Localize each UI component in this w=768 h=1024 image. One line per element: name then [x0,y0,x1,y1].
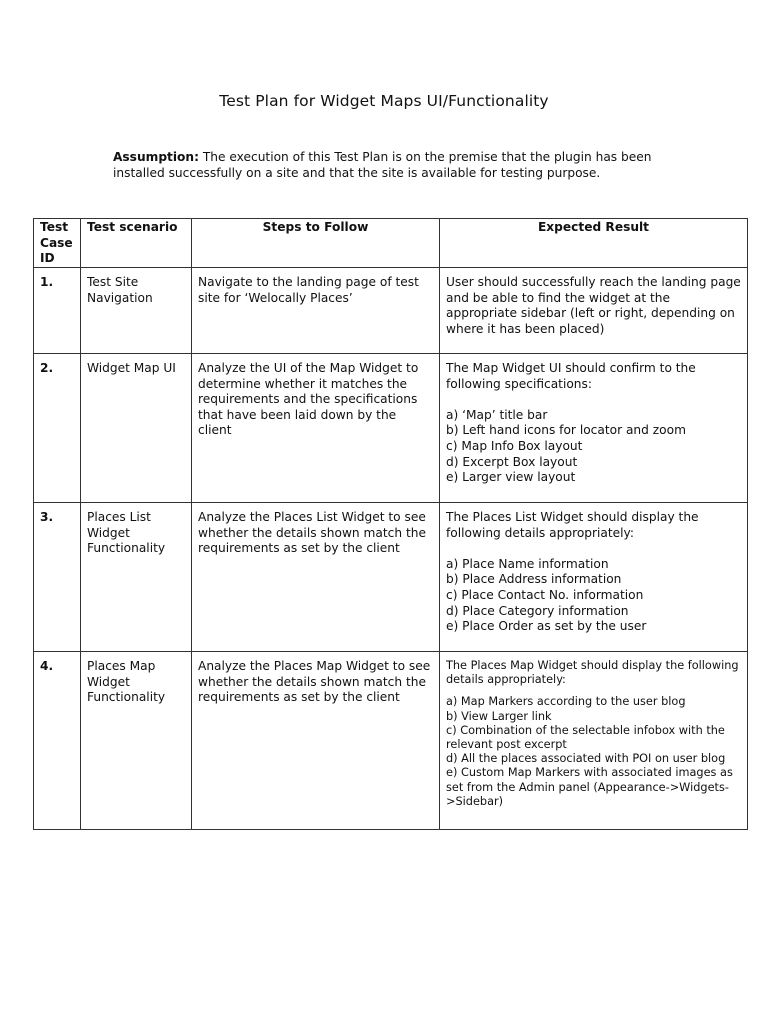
row-steps: Navigate to the landing page of test site for ‘Welocally Places’ [192,268,440,354]
row-expected [440,652,748,830]
table-row [34,652,748,830]
header-id-line: Case [40,235,73,250]
expected-intro: The Map Widget UI should confirm to the following specifications: [446,361,696,391]
expected-intro: The Places List Widget should display the following details appropriately: [446,510,699,540]
expected-item: c) Combination of the selectable infobox with the relevant post excerpt [446,723,725,752]
expected-intro: User should successfully reach the landing page and be able to find the widget at the appropriate sidebar (left or right, depending on where it has been placed) [446,275,741,336]
row-id: 1. [34,268,81,354]
row-scenario: Test Site Navigation [81,268,192,354]
row-steps: Analyze the UI of the Map Widget to determine whether it matches the requirements and the specifications that have been laid down by the client [192,354,440,503]
expected-item: a) Map Markers according to the user blog [446,695,686,709]
assumption-text: The execution of this Test Plan is on the premise that the plugin has been installed successfully on a site and that the site is available for testing purpose. [113,150,652,180]
row-scenario: Widget Map UI [81,354,192,503]
row-id: 2. [34,354,81,503]
row-expected [440,503,748,652]
expected-item: e) Custom Map Markers with associated images as set from the Admin panel (Appearance->Widgets->Sidebar) [446,766,733,808]
header-test-case-id [34,219,81,268]
row-scenario: Places Map Widget Functionality [81,652,192,830]
header-id-line: ID [40,251,55,266]
table-row [34,268,748,354]
header-expected-result: Expected Result [440,219,748,268]
header-steps-to-follow: Steps to Follow [192,219,440,268]
expected-item: c) Place Contact No. information [446,587,644,602]
row-steps: Analyze the Places Map Widget to see whether the details shown match the requirements as set by the client [192,652,440,830]
header-test-scenario: Test scenario [81,219,192,268]
expected-item: b) View Larger link [446,709,552,723]
row-steps: Analyze the Places List Widget to see whether the details shown match the requirements as set by the client [192,503,440,652]
assumption-paragraph [113,150,673,181]
row-id: 4. [34,652,81,830]
expected-item: a) ‘Map’ title bar [446,407,548,422]
expected-item: e) Larger view layout [446,470,576,485]
row-expected [440,268,748,354]
header-id-line: Test [40,220,69,234]
expected-item: a) Place Name information [446,556,609,571]
document-title: Test Plan for Widget Maps UI/Functionality [219,92,549,110]
expected-intro: The Places Map Widget should display the following details appropriately: [446,659,739,687]
expected-item: e) Place Order as set by the user [446,619,647,634]
table-header-row [34,219,748,268]
test-plan-table [33,218,748,830]
expected-item: c) Map Info Box layout [446,438,583,453]
table-row [34,503,748,652]
assumption-label: Assumption: [113,150,199,164]
expected-item: b) Place Address information [446,572,622,587]
row-scenario: Places List Widget Functionality [81,503,192,652]
expected-item: d) Excerpt Box layout [446,454,578,469]
expected-item: d) Place Category information [446,603,629,618]
expected-item: d) All the places associated with POI on user blog [446,752,726,766]
row-id: 3. [34,503,81,652]
table-row [34,354,748,503]
row-expected [440,354,748,503]
expected-item: b) Left hand icons for locator and zoom [446,423,686,438]
